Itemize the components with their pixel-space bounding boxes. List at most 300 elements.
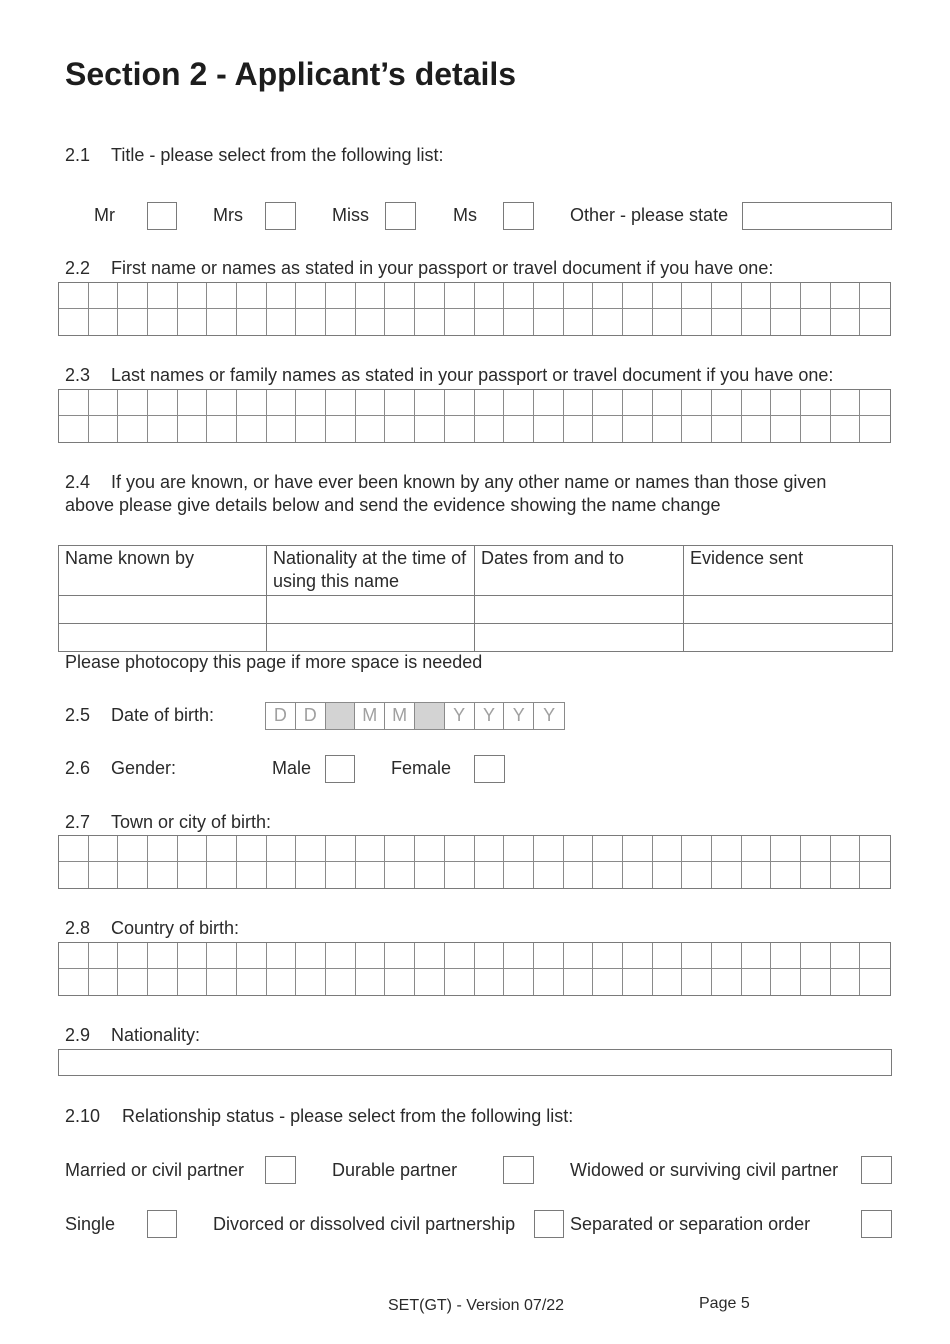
dob-year-digit[interactable]: Y (504, 703, 534, 729)
character-box[interactable] (593, 836, 623, 862)
character-box[interactable] (237, 836, 267, 862)
dob-separator (326, 703, 356, 729)
table-header-row (59, 546, 893, 596)
character-box[interactable] (653, 309, 683, 335)
relationship-separated-label: Separated or separation order (570, 1214, 811, 1234)
character-box[interactable] (148, 862, 178, 888)
character-box[interactable] (475, 416, 505, 442)
character-box[interactable] (296, 283, 326, 309)
question-2-10 (65, 1106, 573, 1127)
character-box[interactable] (475, 943, 505, 969)
character-box[interactable] (771, 862, 801, 888)
character-box[interactable] (534, 969, 564, 995)
character-box[interactable] (534, 309, 564, 335)
character-box[interactable] (356, 836, 386, 862)
character-box[interactable] (475, 969, 505, 995)
character-box[interactable] (771, 390, 801, 416)
character-box[interactable] (59, 283, 89, 309)
footer-version: SET(GT) - Version 07/22 (388, 1297, 565, 1314)
title-mrs-checkbox[interactable] (265, 202, 296, 230)
character-box[interactable] (564, 969, 594, 995)
character-box[interactable] (59, 390, 89, 416)
character-box[interactable] (237, 283, 267, 309)
character-box[interactable] (801, 862, 831, 888)
character-box[interactable] (534, 283, 564, 309)
character-box[interactable] (148, 390, 178, 416)
character-box[interactable] (445, 836, 475, 862)
question-2-3 (65, 365, 833, 386)
relationship-married-checkbox[interactable] (265, 1156, 296, 1184)
character-box[interactable] (653, 836, 683, 862)
title-option-mrs-label: Mrs (213, 205, 243, 225)
character-box[interactable] (504, 969, 534, 995)
dob-month-digit[interactable]: M (385, 703, 415, 729)
character-box[interactable] (771, 416, 801, 442)
character-box[interactable] (59, 836, 89, 862)
character-box[interactable] (564, 943, 594, 969)
relationship-widowed-label: Widowed or surviving civil partner (570, 1160, 839, 1180)
character-box[interactable] (771, 943, 801, 969)
character-box[interactable] (682, 862, 712, 888)
character-box[interactable] (89, 862, 119, 888)
character-box[interactable] (593, 416, 623, 442)
character-box[interactable] (742, 309, 772, 335)
question-number: 2.9 (65, 1025, 91, 1045)
character-box[interactable] (771, 969, 801, 995)
character-box[interactable] (801, 943, 831, 969)
character-box[interactable] (860, 309, 890, 335)
character-box[interactable] (356, 943, 386, 969)
character-box[interactable] (831, 969, 861, 995)
character-box[interactable] (860, 416, 890, 442)
question-2-2 (65, 258, 773, 279)
character-box[interactable] (653, 969, 683, 995)
character-box[interactable] (89, 943, 119, 969)
character-box[interactable] (59, 969, 89, 995)
column-header-nationality: Nationality at the time of using this name (267, 546, 475, 596)
character-box[interactable] (801, 283, 831, 309)
character-box[interactable] (653, 283, 683, 309)
last-name-grid[interactable] (58, 389, 891, 443)
character-box[interactable] (118, 969, 148, 995)
character-box[interactable] (326, 862, 356, 888)
gender-male-label: Male (272, 758, 312, 778)
character-box[interactable] (831, 836, 861, 862)
character-box[interactable] (860, 836, 890, 862)
character-box[interactable] (148, 416, 178, 442)
character-box[interactable] (682, 969, 712, 995)
character-box[interactable] (860, 969, 890, 995)
character-box[interactable] (771, 309, 801, 335)
table-cell-input[interactable] (475, 624, 684, 652)
character-box[interactable] (178, 862, 208, 888)
character-box[interactable] (742, 416, 772, 442)
character-box[interactable] (267, 862, 297, 888)
character-box[interactable] (712, 943, 742, 969)
character-box[interactable] (118, 416, 148, 442)
character-box[interactable] (831, 309, 861, 335)
character-box[interactable] (385, 862, 415, 888)
character-box[interactable] (118, 943, 148, 969)
character-box[interactable] (296, 836, 326, 862)
character-box[interactable] (712, 862, 742, 888)
question-2-4 (65, 472, 826, 493)
character-box[interactable] (148, 283, 178, 309)
character-box[interactable] (445, 943, 475, 969)
question-number: 2.7 (65, 812, 91, 832)
character-box[interactable] (475, 309, 505, 335)
character-box[interactable] (682, 836, 712, 862)
character-box[interactable] (623, 416, 653, 442)
title-other-input[interactable] (742, 202, 892, 230)
relationship-single-label: Single (65, 1214, 116, 1234)
character-box[interactable] (89, 390, 119, 416)
character-box[interactable] (267, 416, 297, 442)
character-box[interactable] (831, 390, 861, 416)
character-box[interactable] (89, 969, 119, 995)
character-box[interactable] (178, 943, 208, 969)
character-box[interactable] (623, 969, 653, 995)
character-box[interactable] (415, 943, 445, 969)
character-box[interactable] (801, 390, 831, 416)
character-box[interactable] (326, 416, 356, 442)
character-box[interactable] (653, 416, 683, 442)
title-option-ms-label: Ms (453, 205, 477, 225)
nationality-input[interactable] (58, 1049, 892, 1076)
character-box[interactable] (445, 969, 475, 995)
gender-male-checkbox[interactable] (325, 755, 355, 783)
character-box[interactable] (237, 390, 267, 416)
character-box[interactable] (207, 416, 237, 442)
relationship-divorced-checkbox[interactable] (534, 1210, 564, 1238)
character-box[interactable] (148, 969, 178, 995)
character-box[interactable] (593, 943, 623, 969)
gender-female-label: Female (391, 758, 452, 778)
character-box[interactable] (742, 390, 772, 416)
character-box[interactable] (801, 969, 831, 995)
character-box[interactable] (296, 416, 326, 442)
column-header-dates: Dates from and to (475, 546, 684, 596)
question-text: Last names or family names as stated in your passport or travel document if you have one: (111, 365, 834, 385)
character-box[interactable] (860, 943, 890, 969)
character-box[interactable] (178, 309, 208, 335)
character-box[interactable] (593, 969, 623, 995)
character-box[interactable] (326, 836, 356, 862)
character-box[interactable] (771, 283, 801, 309)
character-box[interactable] (742, 862, 772, 888)
character-box[interactable] (415, 283, 445, 309)
character-box[interactable] (178, 390, 208, 416)
character-box[interactable] (712, 390, 742, 416)
table-cell-input[interactable] (267, 624, 475, 652)
character-box[interactable] (59, 862, 89, 888)
character-box[interactable] (831, 416, 861, 442)
dob-year-digit[interactable]: Y (475, 703, 505, 729)
character-box[interactable] (326, 969, 356, 995)
dob-day-digit[interactable]: D (266, 703, 296, 729)
dob-year-digit[interactable]: Y (445, 703, 475, 729)
character-box[interactable] (237, 416, 267, 442)
character-box[interactable] (148, 943, 178, 969)
title-other-label: Other - please state (570, 205, 729, 225)
question-text: Title - please select from the following list: (111, 145, 444, 165)
title-ms-checkbox[interactable] (503, 202, 534, 230)
relationship-single-checkbox[interactable] (147, 1210, 177, 1238)
question-2-6 (65, 758, 176, 779)
character-box[interactable] (742, 283, 772, 309)
character-box[interactable] (801, 416, 831, 442)
character-box[interactable] (593, 309, 623, 335)
character-box[interactable] (178, 416, 208, 442)
character-box[interactable] (623, 862, 653, 888)
character-box[interactable] (593, 862, 623, 888)
character-box[interactable] (831, 862, 861, 888)
character-box[interactable] (445, 390, 475, 416)
character-box[interactable] (118, 283, 148, 309)
character-box[interactable] (296, 943, 326, 969)
character-box[interactable] (564, 309, 594, 335)
character-box[interactable] (504, 309, 534, 335)
country-of-birth-grid[interactable] (58, 942, 891, 996)
character-box[interactable] (118, 862, 148, 888)
first-name-grid[interactable] (58, 282, 891, 336)
character-box[interactable] (178, 969, 208, 995)
relationship-separated-checkbox[interactable] (861, 1210, 892, 1238)
character-box[interactable] (742, 836, 772, 862)
dob-day-digit[interactable]: D (296, 703, 326, 729)
character-box[interactable] (59, 416, 89, 442)
question-text-line2: above please give details below and send the evidence showing the name change (65, 495, 721, 515)
table-cell-input[interactable] (684, 596, 893, 624)
character-box[interactable] (326, 943, 356, 969)
character-box[interactable] (653, 390, 683, 416)
title-miss-checkbox[interactable] (385, 202, 416, 230)
character-box[interactable] (385, 836, 415, 862)
character-box[interactable] (356, 416, 386, 442)
character-box[interactable] (564, 390, 594, 416)
character-box[interactable] (564, 283, 594, 309)
character-box[interactable] (445, 416, 475, 442)
dob-separator (415, 703, 445, 729)
character-box[interactable] (118, 836, 148, 862)
character-box[interactable] (296, 309, 326, 335)
character-box[interactable] (89, 309, 119, 335)
character-box[interactable] (207, 969, 237, 995)
relationship-widowed-checkbox[interactable] (861, 1156, 892, 1184)
character-box[interactable] (564, 836, 594, 862)
character-box[interactable] (682, 943, 712, 969)
character-box[interactable] (237, 969, 267, 995)
table-cell-input[interactable] (684, 624, 893, 652)
character-box[interactable] (564, 862, 594, 888)
character-box[interactable] (326, 390, 356, 416)
question-2-1 (65, 145, 443, 166)
character-box[interactable] (207, 836, 237, 862)
character-box[interactable] (148, 836, 178, 862)
character-box[interactable] (831, 283, 861, 309)
character-box[interactable] (475, 283, 505, 309)
character-box[interactable] (207, 283, 237, 309)
character-box[interactable] (801, 309, 831, 335)
character-box[interactable] (534, 943, 564, 969)
question-2-9 (65, 1025, 200, 1046)
character-box[interactable] (207, 943, 237, 969)
character-box[interactable] (712, 309, 742, 335)
character-box[interactable] (267, 943, 297, 969)
date-of-birth-input[interactable] (265, 702, 565, 730)
question-number: 2.1 (65, 145, 91, 165)
character-box[interactable] (564, 416, 594, 442)
character-box[interactable] (326, 309, 356, 335)
character-box[interactable] (445, 283, 475, 309)
character-box[interactable] (860, 390, 890, 416)
character-box[interactable] (178, 836, 208, 862)
character-box[interactable] (504, 862, 534, 888)
other-names-table (58, 545, 893, 652)
character-box[interactable] (356, 862, 386, 888)
character-box[interactable] (504, 836, 534, 862)
character-box[interactable] (148, 309, 178, 335)
character-box[interactable] (237, 862, 267, 888)
character-box[interactable] (385, 390, 415, 416)
character-box[interactable] (237, 309, 267, 335)
character-box[interactable] (712, 969, 742, 995)
character-box[interactable] (296, 390, 326, 416)
character-box[interactable] (415, 862, 445, 888)
table-cell-input[interactable] (59, 596, 267, 624)
character-box[interactable] (623, 309, 653, 335)
character-box[interactable] (89, 283, 119, 309)
character-box[interactable] (89, 836, 119, 862)
relationship-married-label: Married or civil partner (65, 1160, 245, 1180)
character-box[interactable] (356, 969, 386, 995)
character-box[interactable] (771, 836, 801, 862)
character-box[interactable] (267, 969, 297, 995)
character-box[interactable] (385, 309, 415, 335)
character-box[interactable] (475, 390, 505, 416)
character-box[interactable] (118, 390, 148, 416)
character-box[interactable] (267, 309, 297, 335)
character-box[interactable] (356, 309, 386, 335)
character-box[interactable] (682, 390, 712, 416)
relationship-durable-label: Durable partner (332, 1160, 458, 1180)
character-box[interactable] (89, 416, 119, 442)
character-box[interactable] (623, 943, 653, 969)
table-cell-input[interactable] (59, 624, 267, 652)
character-box[interactable] (475, 862, 505, 888)
relationship-divorced-label: Divorced or dissolved civil partnership (213, 1214, 516, 1234)
question-number: 2.4 (65, 472, 91, 492)
character-box[interactable] (385, 943, 415, 969)
gender-female-checkbox[interactable] (474, 755, 505, 783)
relationship-durable-checkbox[interactable] (503, 1156, 534, 1184)
title-mr-checkbox[interactable] (147, 202, 177, 230)
character-box[interactable] (504, 390, 534, 416)
character-box[interactable] (534, 836, 564, 862)
character-box[interactable] (415, 969, 445, 995)
character-box[interactable] (445, 862, 475, 888)
column-header-evidence: Evidence sent (684, 546, 893, 596)
character-box[interactable] (504, 943, 534, 969)
character-box[interactable] (504, 283, 534, 309)
character-box[interactable] (742, 943, 772, 969)
character-box[interactable] (445, 309, 475, 335)
town-of-birth-grid[interactable] (58, 835, 891, 889)
section-heading: Section 2 - Applicant’s details (65, 56, 517, 92)
question-text: Relationship status - please select from the following list: (122, 1106, 574, 1126)
character-box[interactable] (504, 416, 534, 442)
character-box[interactable] (59, 943, 89, 969)
character-box[interactable] (178, 283, 208, 309)
character-box[interactable] (860, 862, 890, 888)
character-box[interactable] (682, 416, 712, 442)
character-box[interactable] (118, 309, 148, 335)
character-box[interactable] (682, 309, 712, 335)
character-box[interactable] (267, 390, 297, 416)
character-box[interactable] (415, 390, 445, 416)
character-box[interactable] (207, 862, 237, 888)
character-box[interactable] (475, 836, 505, 862)
question-number: 2.8 (65, 918, 91, 938)
character-box[interactable] (653, 862, 683, 888)
character-box[interactable] (385, 969, 415, 995)
dob-month-digit[interactable]: M (355, 703, 385, 729)
character-box[interactable] (831, 943, 861, 969)
table-row (59, 596, 893, 624)
character-box[interactable] (207, 309, 237, 335)
title-option-mr-label: Mr (94, 205, 115, 225)
character-box[interactable] (712, 416, 742, 442)
character-box[interactable] (296, 862, 326, 888)
character-box[interactable] (237, 943, 267, 969)
character-box[interactable] (623, 283, 653, 309)
table-cell-input[interactable] (475, 596, 684, 624)
character-box[interactable] (415, 836, 445, 862)
character-box[interactable] (267, 836, 297, 862)
character-box[interactable] (682, 283, 712, 309)
character-box[interactable] (712, 836, 742, 862)
character-box[interactable] (742, 969, 772, 995)
character-box[interactable] (415, 309, 445, 335)
character-box[interactable] (267, 283, 297, 309)
character-box[interactable] (534, 390, 564, 416)
character-box[interactable] (59, 309, 89, 335)
question-number: 2.2 (65, 258, 91, 278)
character-box[interactable] (593, 390, 623, 416)
character-box[interactable] (356, 390, 386, 416)
question-number: 2.5 (65, 705, 91, 725)
character-box[interactable] (801, 836, 831, 862)
character-box[interactable] (385, 283, 415, 309)
character-box[interactable] (296, 969, 326, 995)
character-box[interactable] (623, 390, 653, 416)
character-box[interactable] (534, 862, 564, 888)
character-box[interactable] (385, 416, 415, 442)
character-box[interactable] (623, 836, 653, 862)
character-box[interactable] (534, 416, 564, 442)
character-box[interactable] (207, 390, 237, 416)
character-box[interactable] (712, 283, 742, 309)
character-box[interactable] (653, 943, 683, 969)
character-box[interactable] (593, 283, 623, 309)
table-cell-input[interactable] (267, 596, 475, 624)
character-box[interactable] (415, 416, 445, 442)
character-box[interactable] (356, 283, 386, 309)
character-box[interactable] (860, 283, 890, 309)
dob-year-digit[interactable]: Y (543, 705, 556, 725)
question-number: 2.10 (65, 1106, 101, 1126)
character-box[interactable] (326, 283, 356, 309)
